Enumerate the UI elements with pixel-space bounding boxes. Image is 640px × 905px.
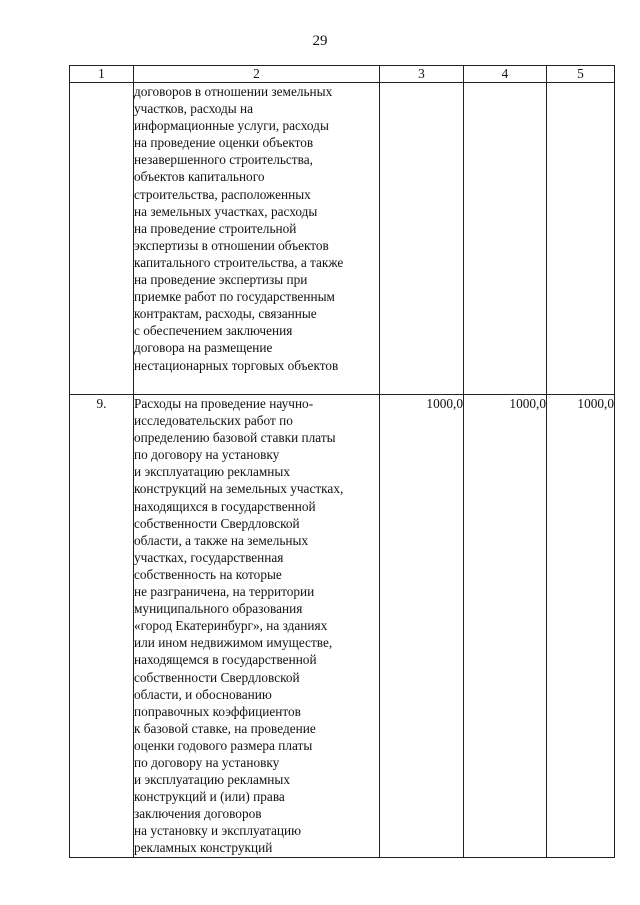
description-line: определению базовой ставки платы bbox=[134, 430, 336, 446]
description-line: на установку и эксплуатацию bbox=[134, 823, 302, 839]
table-row-9 bbox=[70, 395, 615, 858]
column-header-1: 1 bbox=[70, 66, 134, 83]
description-line: «город Екатеринбург», на зданиях bbox=[134, 618, 328, 634]
description-line: по договору на установку bbox=[134, 447, 280, 463]
description-line: на проведение оценки объектов bbox=[134, 135, 314, 151]
description-line: экспертизы в отношении объектов bbox=[134, 237, 329, 253]
table-row-continuation bbox=[70, 83, 615, 395]
description-line: собственность на которые bbox=[134, 566, 282, 582]
description-line: области, а также на земельных bbox=[134, 532, 309, 548]
description-line: нестационарных торговых объектов bbox=[134, 357, 339, 373]
description-line: собственности Свердловской bbox=[134, 669, 300, 685]
description-line: контрактам, расходы, связанные bbox=[134, 306, 317, 322]
row-number bbox=[70, 83, 134, 395]
description-line: строительства, расположенных bbox=[134, 186, 311, 202]
description-line: собственности Свердловской bbox=[134, 515, 300, 531]
description-line: по договору на установку bbox=[134, 754, 280, 770]
description-line: конструкций на земельных участках, bbox=[134, 481, 344, 497]
column-header-5: 5 bbox=[547, 66, 615, 83]
description-line: и эксплуатацию рекламных bbox=[134, 464, 290, 480]
table-header-row bbox=[70, 66, 615, 83]
description-line: участках, государственная bbox=[134, 549, 284, 565]
description-line: капитального строительства, а также bbox=[134, 254, 344, 270]
description-line: или ином недвижимом имуществе, bbox=[134, 635, 333, 651]
description-line: Расходы на проведение научно- bbox=[134, 396, 314, 411]
description-line: на земельных участках, расходы bbox=[134, 203, 318, 219]
description-line: на проведение строительной bbox=[134, 220, 297, 236]
description-line: с обеспечением заключения bbox=[134, 323, 293, 339]
row-description bbox=[134, 395, 380, 858]
description-line: на проведение экспертизы при bbox=[134, 272, 308, 288]
description-line: оценки годового размера платы bbox=[134, 737, 313, 753]
row-value-col4 bbox=[464, 83, 547, 395]
description-line: не разграничена, на территории bbox=[134, 584, 315, 600]
description-line: информационные услуги, расходы bbox=[134, 118, 329, 134]
description-line: договоров в отношении земельных bbox=[134, 84, 333, 99]
column-header-2: 2 bbox=[134, 66, 380, 83]
description-line: конструкций и (или) права bbox=[134, 789, 285, 805]
description-line: заключения договоров bbox=[134, 806, 262, 822]
description-line: к базовой ставке, на проведение bbox=[134, 720, 316, 736]
description-line: приемке работ по государственным bbox=[134, 289, 335, 305]
description-line: участков, расходы на bbox=[134, 101, 254, 117]
description-line: находящемся в государственной bbox=[134, 652, 317, 668]
column-header-3: 3 bbox=[380, 66, 464, 83]
description-line: объектов капитального bbox=[134, 169, 265, 185]
description-line: и эксплуатацию рекламных bbox=[134, 772, 290, 788]
description-line: области, и обоснованию bbox=[134, 686, 272, 702]
description-line: рекламных конструкций bbox=[134, 840, 273, 856]
description-line: находящихся в государственной bbox=[134, 498, 316, 514]
row-value-col4: 1000,0 bbox=[464, 395, 547, 858]
row-value-col3: 1000,0 bbox=[380, 395, 464, 858]
column-header-4: 4 bbox=[464, 66, 547, 83]
row-value-col5 bbox=[547, 83, 615, 395]
row-number: 9. bbox=[70, 395, 134, 858]
description-line: муниципального образования bbox=[134, 601, 303, 617]
page-number: 29 bbox=[312, 33, 328, 49]
description-line: поправочных коэффициентов bbox=[134, 703, 301, 719]
row-description bbox=[134, 83, 380, 395]
description-line: незавершенного строительства, bbox=[134, 152, 313, 168]
budget-table bbox=[69, 65, 615, 858]
description-line: исследовательских работ по bbox=[134, 413, 293, 429]
description-line: договора на размещение bbox=[134, 340, 273, 356]
row-value-col5: 1000,0 bbox=[547, 395, 615, 858]
row-value-col3 bbox=[380, 83, 464, 395]
